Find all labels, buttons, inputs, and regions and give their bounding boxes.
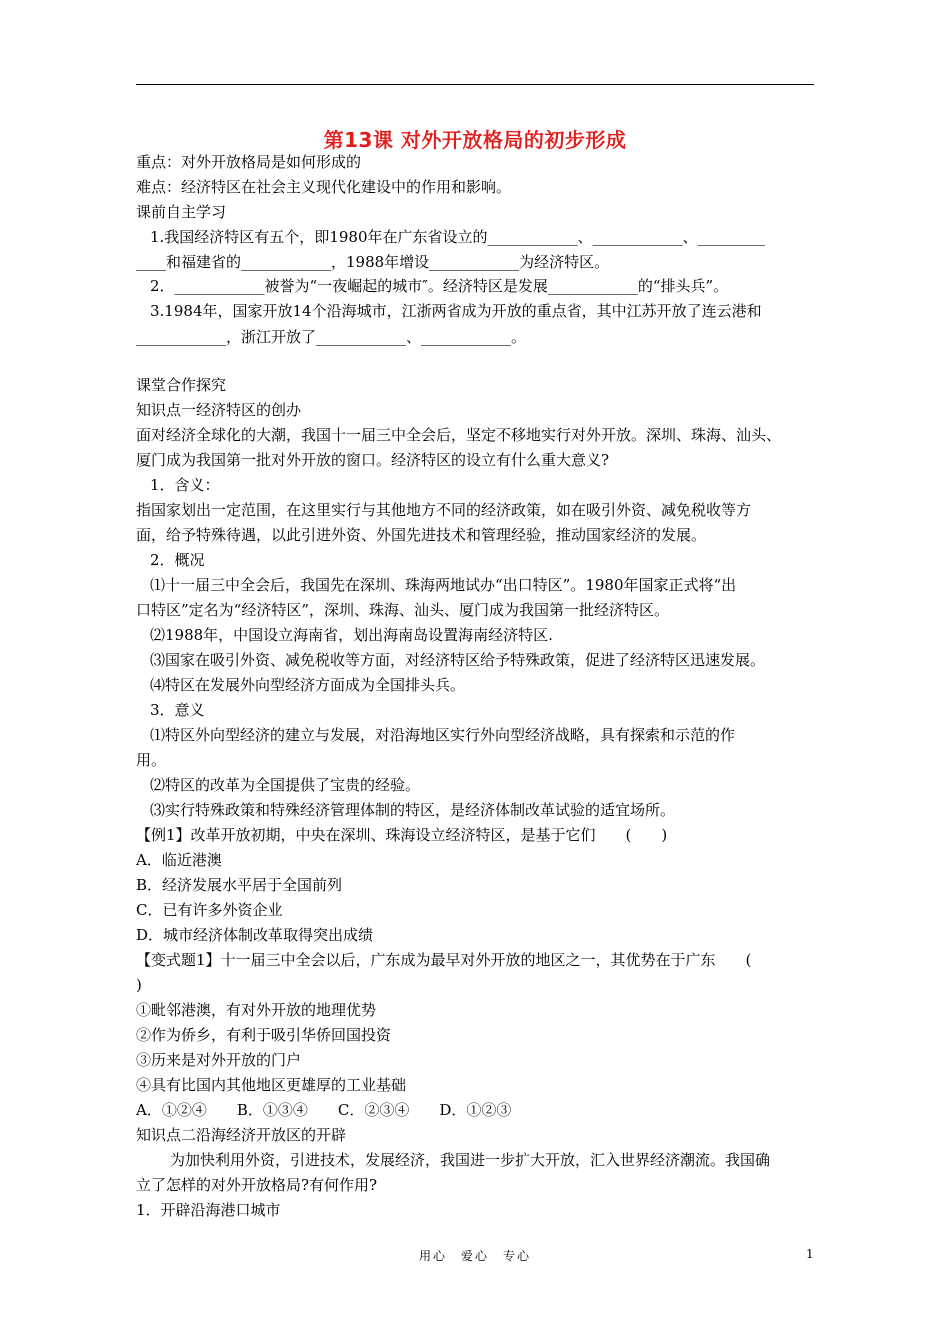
text-line: 1．开辟沿海港口城市	[136, 1201, 281, 1219]
text-line: ⑷特区在发展外向型经济方面成为全国排头兵。	[150, 676, 466, 694]
text-line: ⑵特区的改革为全国提供了宝贵的经验。	[150, 776, 421, 794]
option-line: ①毗邻港澳，有对外开放的地理优势	[136, 1001, 377, 1019]
option-line: ④具有比国内其他地区更雄厚的工业基础	[136, 1076, 407, 1094]
text-line: 2．概况	[150, 551, 205, 569]
text-line: 2．____________被誉为“一夜崛起的城市″。经济特区是发展____________的“排头兵”。	[150, 277, 729, 295]
option-line: ②作为侨乡，有利于吸引华侨回国投资	[136, 1026, 392, 1044]
text-line: ⑶实行特殊政策和特殊经济管理体制的特区，是经济体制改革试验的适宜场所。	[150, 801, 676, 819]
text-line: 1.我国经济特区有五个，即1980年在广东省设立的____________、____________、_________	[150, 228, 765, 246]
text-line: 立了怎样的对外开放格局?有何作用?	[136, 1176, 378, 1194]
section-heading: 课堂合作探究	[136, 376, 227, 394]
option-line: D．城市经济体制改革取得突出成绩	[136, 926, 374, 944]
page-number: 1	[806, 1247, 814, 1261]
option-line: C．已有许多外资企业	[136, 901, 283, 919]
text-line: ⑶国家在吸引外资、减免税收等方面，对经济特区给予特殊政策，促进了经济特区迅速发展。	[150, 651, 766, 669]
text-line: )	[136, 976, 142, 994]
answer-options: A．①②④ B．①③④ C．②③④ D．①②③	[136, 1101, 512, 1119]
lesson-title: 第13课 对外开放格局的初步形成	[323, 128, 627, 152]
option-line: ③历来是对外开放的门户	[136, 1051, 302, 1069]
section-heading: 知识点二沿海经济开放区的开辟	[136, 1126, 347, 1144]
variant-question: 【变式题1】十一届三中全会以后，广东成为最早对外开放的地区之一，其优势在于广东 (	[136, 951, 752, 969]
text-line: ⑴特区外向型经济的建立与发展，对沿海地区实行外向型经济战略，具有探索和示范的作	[150, 726, 736, 744]
text-line: 面对经济全球化的大潮，我国十一届三中全会后，坚定不移地实行对外开放。深圳、珠海、汕头、	[136, 426, 782, 444]
text-line: ____和福建省的____________，1988年增设____________为经济特区。	[136, 253, 610, 271]
example-question: 【例1】改革开放初期，中央在深圳、珠海设立经济特区，是基于它们 ( )	[136, 826, 668, 844]
text-line: 难点：经济特区在社会主义现代化建设中的作用和影响。	[136, 178, 512, 196]
text-line: 3．意义	[150, 701, 205, 719]
text-line: 面，给予特殊待遇，以此引进外资、外国先进技术和管理经验，推动国家经济的发展。	[136, 526, 707, 544]
text-line: 重点：对外开放格局是如何形成的	[136, 153, 362, 171]
text-line: 用。	[136, 751, 167, 769]
option-line: B．经济发展水平居于全国前列	[136, 876, 343, 894]
text-line: 厦门成为我国第一批对外开放的窗口。经济特区的设立有什么重大意义?	[136, 451, 610, 469]
text-line: ____________，浙江开放了____________、____________。	[136, 328, 527, 346]
text-line: ⑴十一届三中全会后，我国先在深圳、珠海两地试办“出口特区”。1980年国家正式将“出	[150, 576, 737, 594]
text-line: 口特区”定名为“经济特区”，深圳、珠海、汕头、厦门成为我国第一批经济特区。	[136, 601, 670, 619]
text-line: 3.1984年，国家开放14个沿海城市，江浙两省成为开放的重点省，其中江苏开放了连云港和	[150, 302, 762, 320]
header-rule	[136, 84, 814, 85]
section-heading: 知识点一经济特区的创办	[136, 401, 302, 419]
option-line: A．临近港澳	[136, 851, 222, 869]
page-footer: 用心 爱心 专心	[418, 1249, 531, 1263]
text-line: 为加快利用外资，引进技术，发展经济，我国进一步扩大开放，汇入世界经济潮流。我国确	[170, 1151, 771, 1169]
text-line: 课前自主学习	[136, 203, 227, 221]
text-line: 指国家划出一定范围，在这里实行与其他地方不同的经济政策，如在吸引外资、减免税收等方	[136, 501, 752, 519]
text-line: ⑵1988年，中国设立海南省，划出海南岛设置海南经济特区.	[150, 626, 553, 644]
text-line: 1．含义：	[150, 476, 220, 494]
